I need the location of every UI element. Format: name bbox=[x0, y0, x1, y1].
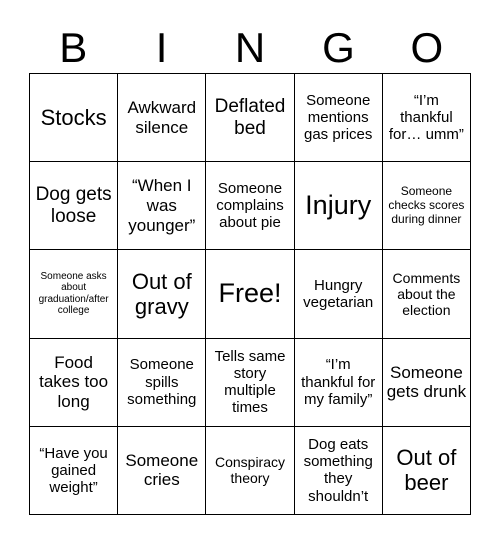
header-letter-i: I bbox=[155, 24, 168, 71]
bingo-cell-r4-c3[interactable]: Dog eats something they shouldn’t bbox=[295, 427, 383, 515]
bingo-cell-r0-c3[interactable]: Someone mentions gas prices bbox=[295, 74, 383, 162]
bingo-cell-r1-c1[interactable]: “When I was younger” bbox=[118, 162, 206, 250]
header-letter-g: G bbox=[322, 24, 355, 71]
bingo-cell-r2-c3[interactable]: Hungry vegetarian bbox=[295, 250, 383, 338]
bingo-cell-r3-c2[interactable]: Tells same story multiple times bbox=[206, 339, 294, 427]
bingo-cell-r3-c4[interactable]: Someone gets drunk bbox=[383, 339, 471, 427]
bingo-cell-r1-c3[interactable]: Injury bbox=[295, 162, 383, 250]
bingo-card-grid bbox=[29, 73, 471, 515]
bingo-cell-r4-c0[interactable]: “Have you gained weight” bbox=[30, 427, 118, 515]
bingo-cell-r2-c1[interactable]: Out of gravy bbox=[118, 250, 206, 338]
bingo-cell-r2-c2[interactable]: Free! bbox=[206, 250, 294, 338]
bingo-cell-r3-c0[interactable]: Food takes too long bbox=[30, 339, 118, 427]
bingo-cell-r0-c0[interactable]: Stocks bbox=[30, 74, 118, 162]
bingo-header bbox=[29, 22, 471, 74]
bingo-cell-r2-c4[interactable]: Comments about the election bbox=[383, 250, 471, 338]
bingo-cell-r4-c2[interactable]: Conspiracy theory bbox=[206, 427, 294, 515]
header-letter-b: B bbox=[59, 24, 88, 71]
bingo-cell-r0-c1[interactable]: Awkward silence bbox=[118, 74, 206, 162]
bingo-cell-r0-c2[interactable]: Deflated bed bbox=[206, 74, 294, 162]
bingo-cell-r3-c1[interactable]: Someone spills something bbox=[118, 339, 206, 427]
bingo-cell-r4-c1[interactable]: Someone cries bbox=[118, 427, 206, 515]
header-letter-n: N bbox=[234, 24, 266, 71]
bingo-cell-r4-c4[interactable]: Out of beer bbox=[383, 427, 471, 515]
header-letter-o: O bbox=[410, 24, 444, 71]
bingo-cell-r3-c3[interactable]: “I’m thankful for my family” bbox=[295, 339, 383, 427]
bingo-cell-r1-c2[interactable]: Someone complains about pie bbox=[206, 162, 294, 250]
bingo-cell-r0-c4[interactable]: “I’m thankful for… umm” bbox=[383, 74, 471, 162]
bingo-cell-r1-c4[interactable]: Someone checks scores during dinner bbox=[383, 162, 471, 250]
bingo-cell-r2-c0[interactable]: Someone asks about graduation/after college bbox=[30, 250, 118, 338]
bingo-cell-r1-c0[interactable]: Dog gets loose bbox=[30, 162, 118, 250]
